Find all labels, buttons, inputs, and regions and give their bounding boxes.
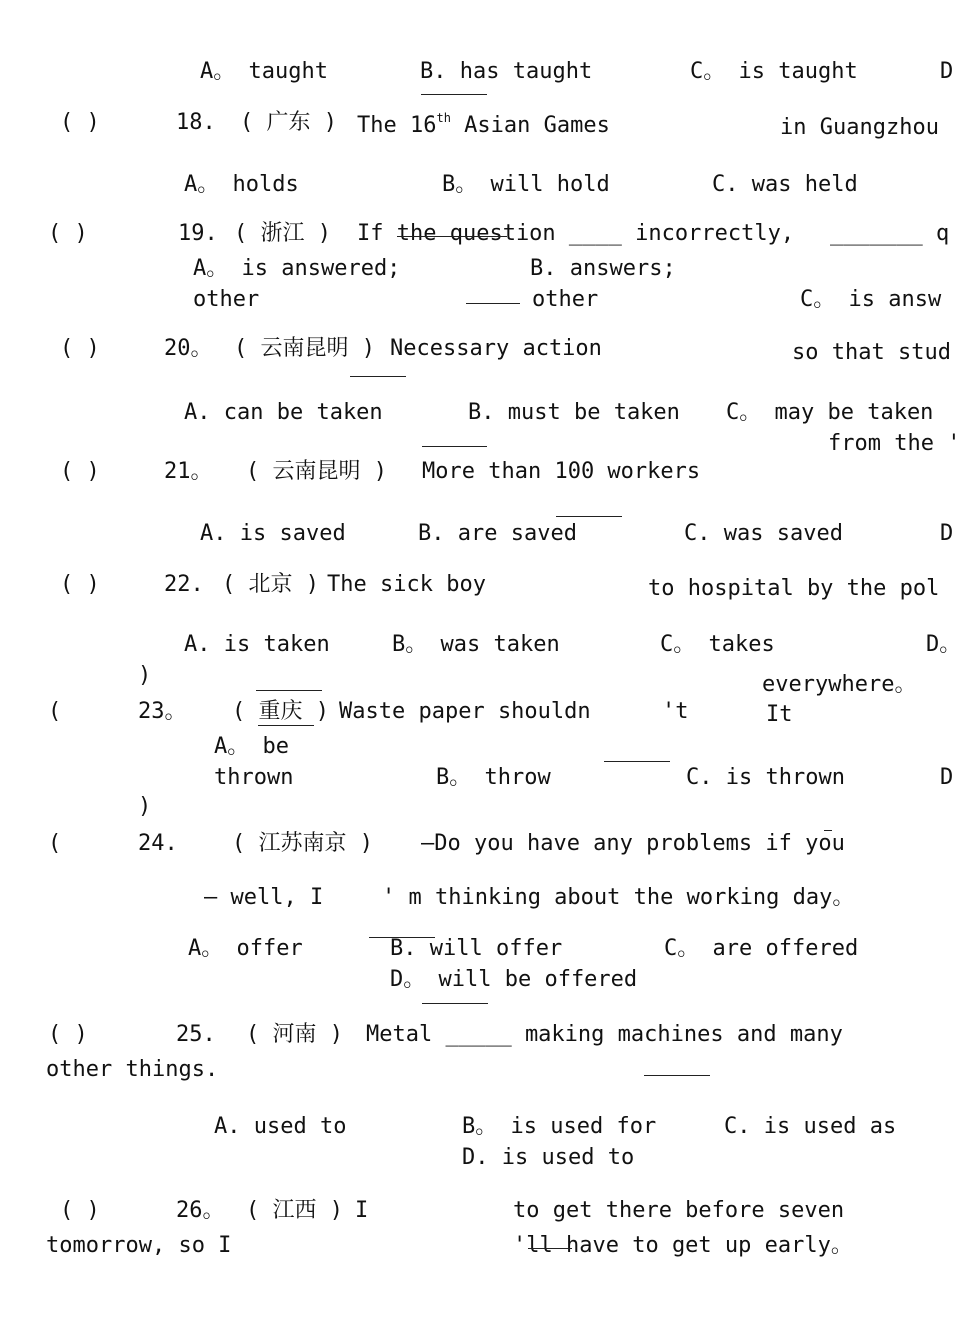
q22-region: ( 北京 )	[222, 572, 319, 597]
q19-option-b: B. answers;	[530, 256, 676, 281]
q20-number: 20。	[164, 336, 213, 361]
q21-option-c: C. was saved	[684, 521, 843, 546]
q26-stem-tail: to get there before seven	[513, 1198, 845, 1223]
q24-option-a: A。 offer	[188, 936, 303, 961]
q18-option-a: A。 holds	[184, 172, 299, 197]
q19-option-a: A。 is answered;	[193, 256, 401, 281]
q20-region: ( 云南昆明 )	[234, 336, 375, 361]
q24-option-b: B. will offer	[390, 936, 563, 961]
q25-option-d: D. is used to	[462, 1145, 635, 1170]
q23-close-paren: )	[138, 794, 152, 819]
answer-blank	[422, 446, 487, 447]
q23-answer-paren: (	[48, 699, 62, 724]
q22-stem: The sick boy	[327, 572, 486, 597]
q24-region: ( 江苏南京 )	[232, 831, 373, 856]
q23-option-c: C. is thrown	[686, 765, 845, 790]
q23-option-d: D	[940, 765, 954, 790]
q20-stem: Necessary action	[390, 336, 602, 361]
q22-stem-tail: to hospital by the pol	[648, 576, 940, 601]
q21-stem: More than 100 workers	[422, 459, 701, 484]
q20-tail-line2: from the '	[828, 431, 961, 456]
q21-number: 21。	[164, 459, 213, 484]
q25-option-a: A. used to	[214, 1114, 347, 1139]
q19-number: 19.	[178, 221, 218, 246]
q21-option-d: D	[940, 521, 954, 546]
q22-option-d: D。	[926, 632, 961, 657]
q22-option-a: A. is taken	[184, 632, 330, 657]
q17-option-a: A。 taught	[200, 59, 328, 84]
q25-stem-line2: other things.	[46, 1057, 219, 1082]
q19-option-a-other: other	[193, 287, 260, 312]
q20-answer-paren: ( )	[60, 336, 100, 361]
q23-everywhere: everywhere。	[762, 672, 917, 697]
q22-option-b: B。 was taken	[392, 632, 560, 657]
q26-stem: I	[355, 1198, 369, 1223]
q25-answer-paren: ( )	[48, 1022, 88, 1047]
q18-stem: The 16th Asian Games	[357, 111, 610, 138]
q23-apostrophe-t: 't	[662, 699, 689, 724]
q24-reply-cont: ' m thinking about the working day。	[382, 885, 855, 910]
q18-region: ( 广东 )	[240, 110, 337, 135]
answer-blank	[258, 725, 314, 726]
answer-blank	[556, 516, 622, 517]
q24-answer-paren: (	[48, 831, 62, 856]
q22-answer-paren: ( )	[60, 572, 100, 597]
q24-stem: —Do you have any problems if you	[421, 831, 845, 856]
answer-blank	[604, 761, 670, 762]
stray-mark	[824, 830, 832, 831]
q25-region: ( 河南 )	[246, 1022, 343, 1047]
q23-region: ( 重庆 )	[232, 699, 329, 724]
q19-region: ( 浙江 )	[234, 221, 331, 246]
q21-option-a: A. is saved	[200, 521, 346, 546]
q18-stem-tail: in Guangzhou	[780, 115, 939, 140]
q24-reply: — well, I	[204, 885, 324, 910]
answer-blank	[644, 1075, 710, 1076]
answer-blank	[422, 1003, 488, 1004]
q21-answer-paren: ( )	[60, 459, 100, 484]
q24-number: 24.	[138, 831, 178, 856]
q17-option-c: C。 is taught	[690, 59, 858, 84]
strike-line	[528, 1248, 572, 1249]
q23-stem: Waste paper shouldn	[339, 699, 591, 724]
q21-region: ( 云南昆明 )	[246, 459, 387, 484]
q23-number: 23。	[138, 699, 187, 724]
q20-stem-tail: so that stud	[792, 340, 951, 365]
answer-blank	[421, 94, 487, 95]
q18-option-b: B。 will hold	[442, 172, 610, 197]
q17-option-d: D	[940, 59, 954, 84]
q26-answer-paren: ( )	[60, 1198, 100, 1223]
q26-line2-cont: 'll have to get up early。	[513, 1233, 853, 1258]
q20-option-c: C。 may be taken	[726, 400, 934, 425]
q25-number: 25.	[176, 1022, 216, 1047]
q22-option-c: C。 takes	[660, 632, 775, 657]
answer-blank	[350, 376, 406, 377]
q26-line2: tomorrow, so I	[46, 1233, 232, 1258]
q18-number: 18.	[176, 110, 216, 135]
q24-option-d: D。 will be offered	[390, 967, 638, 992]
q25-stem: Metal _____ making machines and many	[366, 1022, 843, 1047]
q19-stem: If the question ____ incorrectly,	[357, 221, 795, 246]
q23-option-a-cont: thrown	[214, 765, 294, 790]
q17-option-b: B. has taught	[420, 59, 593, 84]
q22-number: 22.	[164, 572, 204, 597]
q20-option-a: A. can be taken	[184, 400, 383, 425]
q18-answer-paren: ( )	[60, 110, 100, 135]
q23-option-a: A。 be	[214, 734, 289, 759]
answer-blank	[466, 303, 520, 304]
q19-option-b-other: other	[532, 287, 599, 312]
q26-region: ( 江西 )	[246, 1198, 343, 1223]
q25-option-b: B。 is used for	[462, 1114, 657, 1139]
q24-option-c: C。 are offered	[664, 936, 859, 961]
q22-close-paren: )	[138, 663, 152, 688]
q21-option-b: B. are saved	[418, 521, 577, 546]
q19-second-blank: _______ q	[830, 221, 950, 246]
q25-option-c: C. is used as	[724, 1114, 897, 1139]
q26-number: 26。	[176, 1198, 225, 1223]
q19-answer-paren: ( )	[48, 221, 88, 246]
q20-option-b: B. must be taken	[468, 400, 680, 425]
q23-it: It	[766, 702, 793, 727]
q18-option-c: C. was held	[712, 172, 858, 197]
answer-blank	[256, 690, 322, 691]
strike-line	[397, 236, 507, 237]
q23-option-b: B。 throw	[436, 765, 551, 790]
q19-option-c: C。 is answ	[800, 287, 942, 312]
